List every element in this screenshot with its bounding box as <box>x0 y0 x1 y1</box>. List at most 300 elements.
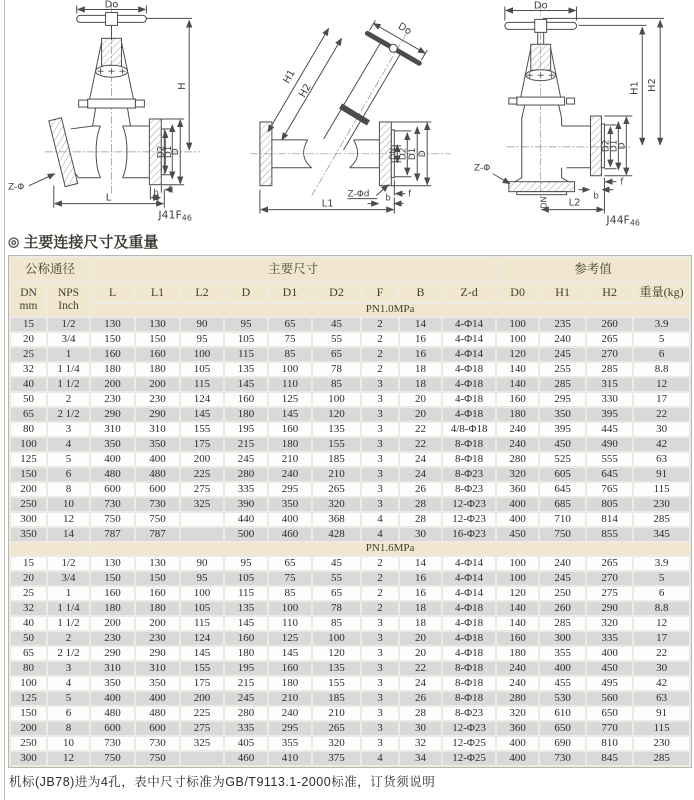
table-cell: 750 <box>540 528 585 541</box>
table-cell: 3 <box>362 423 398 436</box>
table-cell: 4-Φ18 <box>443 647 495 660</box>
table-cell: 255 <box>540 363 585 376</box>
table-cell: 460 <box>225 752 267 765</box>
table-cell: 290 <box>587 602 632 615</box>
table-cell: 4-Φ18 <box>443 363 495 376</box>
handwheel <box>367 33 419 63</box>
table-cell: 100 <box>313 393 360 406</box>
table-cell: 350 <box>540 408 585 421</box>
table-cell: 400 <box>269 513 311 526</box>
table-cell: 180 <box>225 647 267 660</box>
table-cell: 105 <box>181 602 223 615</box>
dim-label-h2: H2 <box>297 82 314 100</box>
table-row <box>11 468 689 481</box>
table-cell: 3.9 <box>634 557 689 570</box>
table-cell: 335 <box>225 722 267 735</box>
table-cell: 285 <box>540 378 585 391</box>
table-row <box>11 333 689 346</box>
page-title: 主要连接尺寸及重量 <box>23 234 159 251</box>
table-cell: 845 <box>587 752 632 765</box>
table-cell: 160 <box>225 393 267 406</box>
table-row <box>11 617 689 630</box>
table-cell: 24 <box>400 468 441 481</box>
table-row <box>11 707 689 720</box>
table-cell: 32 <box>11 363 46 376</box>
table-cell: 1 1/2 <box>48 378 89 391</box>
table-cell: 12-Φ23 <box>443 722 495 735</box>
table-cell: 5 <box>634 333 689 346</box>
table-cell: 150 <box>136 572 179 585</box>
table-cell: 8-Φ23 <box>443 707 495 720</box>
table-cell: 310 <box>91 423 134 436</box>
table-cell: 63 <box>634 692 689 705</box>
header-dn-line1: DN <box>20 287 37 300</box>
table-cell: 180 <box>269 677 311 690</box>
table-cell: 290 <box>91 647 134 660</box>
table-cell: 105 <box>225 572 267 585</box>
table-cell: 770 <box>587 722 632 735</box>
dimensions-table <box>8 255 692 768</box>
table-cell: 95 <box>225 557 267 570</box>
table-cell: 605 <box>540 468 585 481</box>
table-cell: 270 <box>587 348 632 361</box>
table-cell: 3 <box>362 498 398 511</box>
table-cell: 14 <box>400 318 441 331</box>
table-cell: 20 <box>11 572 46 585</box>
table-cell: 350 <box>91 438 134 451</box>
table-cell: 145 <box>181 408 223 421</box>
table-cell: 100 <box>497 557 538 570</box>
table-cell: 750 <box>91 752 134 765</box>
table-row <box>11 348 689 361</box>
table-cell: 265 <box>313 483 360 496</box>
table-cell: 750 <box>136 752 179 765</box>
table-cell: 480 <box>91 468 134 481</box>
table-row <box>11 363 689 376</box>
table-cell: 26 <box>400 692 441 705</box>
table-row <box>11 632 689 645</box>
dim-label-d1: D1 <box>163 145 174 159</box>
table-cell: 4 <box>362 513 398 526</box>
table-cell: 4-Φ14 <box>443 318 495 331</box>
table-cell: 115 <box>181 378 223 391</box>
table-cell: 115 <box>181 617 223 630</box>
table-cell: 22 <box>634 647 689 660</box>
table-cell: 3 <box>362 393 398 406</box>
table-cell: 120 <box>497 587 538 600</box>
column-header: D2 <box>313 283 360 302</box>
table-cell: 400 <box>497 737 538 750</box>
table-cell: 390 <box>225 498 267 511</box>
table-cell: 130 <box>136 318 179 331</box>
table-cell: 95 <box>181 572 223 585</box>
table-cell: 5 <box>48 453 89 466</box>
table-cell: 350 <box>136 438 179 451</box>
table-cell: 40 <box>11 378 46 391</box>
table-cell: 135 <box>313 662 360 675</box>
table-cell: 100 <box>313 632 360 645</box>
table-cell: 115 <box>225 348 267 361</box>
group-header-main-dimensions: 主要尺寸 <box>91 258 495 281</box>
table-cell: 30 <box>400 528 441 541</box>
table-cell: 91 <box>634 468 689 481</box>
model-label-j44f46: J44F46 <box>606 213 640 228</box>
header-nps-inch <box>48 283 89 316</box>
table-cell: 30 <box>400 722 441 735</box>
table-cell: 4-Φ18 <box>443 617 495 630</box>
table-cell: 3 <box>362 662 398 675</box>
table-cell: 10 <box>48 498 89 511</box>
table-cell: 24 <box>400 453 441 466</box>
dim-label-b: b <box>385 192 391 203</box>
table-cell: 610 <box>540 707 585 720</box>
table-row <box>11 587 689 600</box>
table-cell: 145 <box>225 617 267 630</box>
dim-label-b: b <box>153 187 159 198</box>
table-cell: 135 <box>313 423 360 436</box>
table-cell: 160 <box>91 348 134 361</box>
table-cell: 180 <box>91 602 134 615</box>
dim-label-d1: D1 <box>609 139 620 153</box>
table-cell: 78 <box>313 363 360 376</box>
table-cell: 405 <box>225 737 267 750</box>
table-cell: 100 <box>497 333 538 346</box>
table-cell: 145 <box>269 647 311 660</box>
col-header-row <box>11 283 689 302</box>
column-header: D0 <box>497 283 538 302</box>
column-header: 重量(kg) <box>634 283 689 302</box>
table-cell: 360 <box>497 722 538 735</box>
drawing-angle-valve-j44f46 <box>471 0 694 230</box>
table-cell: 32 <box>400 737 441 750</box>
table-cell: 1 1/2 <box>48 617 89 630</box>
table-cell: 1 <box>48 348 89 361</box>
table-cell: 275 <box>181 722 223 735</box>
table-cell: 100 <box>11 438 46 451</box>
header-nps-line2: Inch <box>58 299 79 312</box>
table-cell: 400 <box>497 498 538 511</box>
table-cell: 16 <box>400 348 441 361</box>
table-cell: 34 <box>400 752 441 765</box>
table-cell <box>181 528 223 541</box>
table-cell: 3 <box>362 378 398 391</box>
table-cell: 410 <box>269 752 311 765</box>
table-cell: 115 <box>634 722 689 735</box>
table-cell: 450 <box>587 662 632 675</box>
column-header: D <box>225 283 267 302</box>
drawing-globe-valve-j41f46 <box>5 0 242 230</box>
table-cell: 250 <box>11 737 46 750</box>
table-cell: 124 <box>181 393 223 406</box>
table-cell: 230 <box>634 737 689 750</box>
table-cell: 240 <box>497 423 538 436</box>
table-cell: 160 <box>136 587 179 600</box>
table-cell: 215 <box>225 677 267 690</box>
table-cell: 15 <box>11 557 46 570</box>
table-cell: 100 <box>497 318 538 331</box>
table-cell: 42 <box>634 438 689 451</box>
table-cell: 195 <box>225 423 267 436</box>
table-cell: 300 <box>540 632 585 645</box>
table-cell: 18 <box>400 363 441 376</box>
handwheel <box>77 12 147 40</box>
table-cell: 290 <box>91 408 134 421</box>
dim-label-b: b <box>593 190 599 201</box>
table-cell: 175 <box>181 677 223 690</box>
table-cell: 240 <box>269 707 311 720</box>
table-row <box>11 692 689 705</box>
table-cell: 26 <box>400 483 441 496</box>
table-cell: 320 <box>313 737 360 750</box>
table-cell <box>181 752 223 765</box>
table-cell: 245 <box>540 348 585 361</box>
table-cell: 85 <box>269 587 311 600</box>
table-cell: 120 <box>313 408 360 421</box>
table-cell: 240 <box>497 438 538 451</box>
table-cell: 3 <box>362 707 398 720</box>
table-cell: 4-Φ18 <box>443 378 495 391</box>
table-cell: 50 <box>11 632 46 645</box>
table-cell: 124 <box>181 632 223 645</box>
column-header: Z-d <box>443 283 495 302</box>
table-cell: 14 <box>48 528 89 541</box>
dim-label-dn: DN <box>388 147 398 160</box>
table-cell: 6 <box>48 468 89 481</box>
table-cell: 200 <box>136 617 179 630</box>
table-cell: 730 <box>540 752 585 765</box>
table-cell: 235 <box>540 318 585 331</box>
table-cell: 4-Φ14 <box>443 587 495 600</box>
table-cell: 65 <box>313 587 360 600</box>
table-cell: 90 <box>181 557 223 570</box>
table-cell: 245 <box>225 453 267 466</box>
table-cell: 350 <box>91 677 134 690</box>
table-cell: 160 <box>497 632 538 645</box>
table-cell: 330 <box>587 393 632 406</box>
dim-label-z-phi: Z-Φ <box>473 163 491 174</box>
table-cell: 160 <box>225 632 267 645</box>
table-cell: 4-Φ18 <box>443 602 495 615</box>
table-cell: 275 <box>587 587 632 600</box>
table-cell: 650 <box>587 707 632 720</box>
table-cell: 230 <box>91 393 134 406</box>
table-cell: 400 <box>91 692 134 705</box>
table-cell: 730 <box>136 498 179 511</box>
table-cell: 8-Φ18 <box>443 438 495 451</box>
dim-label-f: f <box>408 188 412 199</box>
table-row <box>11 572 689 585</box>
table-cell: 42 <box>634 677 689 690</box>
table-cell: 12-Φ25 <box>443 752 495 765</box>
table-cell: 690 <box>540 737 585 750</box>
table-cell: 12 <box>48 513 89 526</box>
table-cell: 325 <box>181 737 223 750</box>
table-cell: 400 <box>136 692 179 705</box>
section-spacer-cell <box>11 543 89 555</box>
bonnet-yoke <box>509 44 575 105</box>
table-cell: 180 <box>91 363 134 376</box>
table-cell: 350 <box>11 528 46 541</box>
table-cell: 12-Φ23 <box>443 498 495 511</box>
dim-label-h1: H1 <box>629 81 641 96</box>
table-cell: 110 <box>269 378 311 391</box>
table-cell: 480 <box>136 468 179 481</box>
table-cell: 8-Φ23 <box>443 483 495 496</box>
table-cell: 130 <box>91 557 134 570</box>
table-cell: 230 <box>136 632 179 645</box>
table-cell: 285 <box>634 752 689 765</box>
table-cell: 295 <box>269 722 311 735</box>
table-cell: 3 <box>362 483 398 496</box>
table-cell: 495 <box>587 677 632 690</box>
table-cell: 450 <box>540 438 585 451</box>
table-cell: 4 <box>362 752 398 765</box>
table-cell: 285 <box>634 513 689 526</box>
table-cell: 3 <box>362 692 398 705</box>
table-cell: 55 <box>313 333 360 346</box>
valve-body <box>509 105 605 195</box>
table-cell: 12 <box>48 752 89 765</box>
table-cell: 600 <box>136 722 179 735</box>
table-cell: 100 <box>269 363 311 376</box>
table-cell: 3.9 <box>634 318 689 331</box>
column-header: L1 <box>136 283 179 302</box>
dim-label-f: f <box>168 184 172 195</box>
table-cell: 4 <box>362 528 398 541</box>
table-cell: 105 <box>225 333 267 346</box>
table-cell: 265 <box>313 722 360 735</box>
table-cell: 105 <box>181 363 223 376</box>
table-cell: 3 <box>362 453 398 466</box>
table-cell: 125 <box>269 393 311 406</box>
table-cell: 210 <box>269 453 311 466</box>
table-cell: 140 <box>497 378 538 391</box>
table-cell: 1 <box>48 587 89 600</box>
table-cell: 24 <box>400 677 441 690</box>
table-cell: 150 <box>91 333 134 346</box>
table-cell: 65 <box>11 408 46 421</box>
table-cell: 645 <box>587 468 632 481</box>
table-cell: 450 <box>497 528 538 541</box>
dim-label-l1: L1 <box>321 198 334 210</box>
table-row <box>11 453 689 466</box>
table-cell: 285 <box>587 363 632 376</box>
table-cell: 500 <box>225 528 267 541</box>
table-cell: 310 <box>136 423 179 436</box>
table-cell: 6 <box>634 587 689 600</box>
table-cell: 160 <box>91 587 134 600</box>
table-cell: 155 <box>313 438 360 451</box>
table-cell: 2 <box>362 318 398 331</box>
table-cell: 855 <box>587 528 632 541</box>
dim-label-h2: H2 <box>647 78 659 93</box>
table-cell: 240 <box>497 677 538 690</box>
table-cell: 225 <box>181 468 223 481</box>
table-cell: 2 <box>48 632 89 645</box>
dim-label-d2: D2 <box>398 147 409 161</box>
table-cell: 100 <box>269 602 311 615</box>
table-cell: 230 <box>136 393 179 406</box>
group-header-reference-values: 参考值 <box>497 258 689 281</box>
table-cell: 55 <box>313 572 360 585</box>
table-cell: 310 <box>136 662 179 675</box>
table-cell: 685 <box>540 498 585 511</box>
table-cell: 445 <box>587 423 632 436</box>
table-cell: 80 <box>11 423 46 436</box>
table-row <box>11 752 689 765</box>
table-cell: 145 <box>225 378 267 391</box>
footnote: 机标(JB78)进为4孔，表中尺寸标准为GB/T9113.1-2000标准，订货须说明 <box>9 775 436 789</box>
table-cell: 320 <box>587 617 632 630</box>
table-cell: 6 <box>48 707 89 720</box>
table-cell: 16 <box>400 587 441 600</box>
dim-label-d: D <box>418 150 429 158</box>
table-cell: 3 <box>48 662 89 675</box>
table-cell: 290 <box>136 408 179 421</box>
table-cell <box>181 513 223 526</box>
table-cell: 20 <box>11 333 46 346</box>
table-cell: 1 1/4 <box>48 363 89 376</box>
table-row <box>11 483 689 496</box>
table-cell: 135 <box>225 602 267 615</box>
z-phi-leader <box>493 174 510 184</box>
table-cell: 150 <box>11 468 46 481</box>
table-cell: 600 <box>136 483 179 496</box>
table-cell: 180 <box>136 602 179 615</box>
column-header: B <box>400 283 441 302</box>
group-header-row <box>11 258 689 281</box>
table-cell: 180 <box>497 647 538 660</box>
table-cell: 17 <box>634 632 689 645</box>
table-cell: 175 <box>181 438 223 451</box>
table-cell: 155 <box>313 677 360 690</box>
table-cell: 265 <box>587 557 632 570</box>
table-cell: 4-Φ14 <box>443 348 495 361</box>
table-cell: 4-Φ14 <box>443 572 495 585</box>
table-cell: 787 <box>136 528 179 541</box>
table-cell: 91 <box>634 707 689 720</box>
table-cell: 20 <box>400 647 441 660</box>
table-head <box>11 258 689 316</box>
table-cell: 295 <box>269 483 311 496</box>
table-cell: 12-Φ25 <box>443 737 495 750</box>
table-cell: 18 <box>400 378 441 391</box>
table-cell: 270 <box>587 572 632 585</box>
table-cell: 2 <box>362 587 398 600</box>
table-cell: 260 <box>587 318 632 331</box>
table-cell: 3 <box>48 423 89 436</box>
table-cell: 195 <box>225 662 267 675</box>
table-cell: 280 <box>225 468 267 481</box>
table-cell: 300 <box>11 513 46 526</box>
dim-label-d: D <box>171 148 182 156</box>
dim-label-l: L <box>105 192 112 204</box>
table-cell: 240 <box>269 468 311 481</box>
table-cell: 210 <box>313 468 360 481</box>
table-cell: 440 <box>225 513 267 526</box>
table-row <box>11 737 689 750</box>
table-cell: 12-Φ23 <box>443 513 495 526</box>
table-cell: 8-Φ18 <box>443 453 495 466</box>
column-header: L2 <box>181 283 223 302</box>
table-cell: 100 <box>181 348 223 361</box>
table-cell: 240 <box>540 557 585 570</box>
table-cell: 290 <box>136 647 179 660</box>
table-cell: 140 <box>497 602 538 615</box>
section-title <box>0 230 694 255</box>
table-cell: 65 <box>313 348 360 361</box>
table-cell: 280 <box>225 707 267 720</box>
